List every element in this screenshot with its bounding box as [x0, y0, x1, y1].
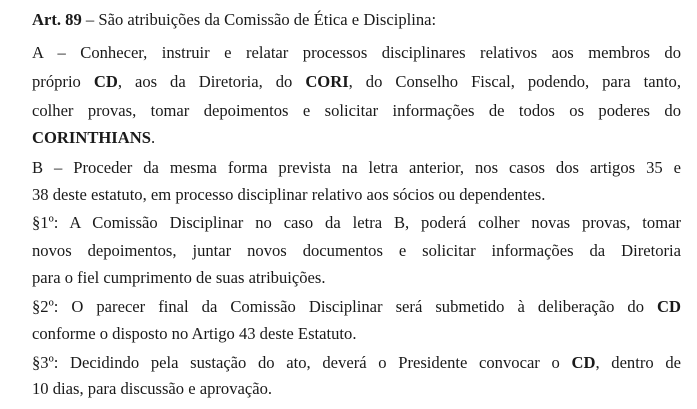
bold-cd: CD: [571, 353, 596, 372]
item-a-line-2: [32, 72, 681, 92]
text-span: §2º: O parecer final da Comissão Disciplinar será submetido à deliberação do: [32, 297, 658, 316]
item-a-line-1: A – Conhecer, instruir e relatar processos disciplinares relativos aos membros do: [32, 43, 681, 62]
item-b-line-1: B – Proceder da mesma forma prevista na letra anterior, nos casos dos artigos 35 e: [32, 158, 681, 177]
text-span: , do Conselho Fiscal, podendo, para tanto,: [348, 72, 681, 91]
paragraph-2-line-1: [32, 297, 681, 317]
item-a-line-3: colher provas, tomar depoimentos e solicitar informações de todos os poderes do: [32, 101, 681, 120]
text-span: , aos da Diretoria, do: [117, 72, 306, 91]
paragraph-1-line-2: novos depoimentos, juntar novos documentos e solicitar informações da Diretoria: [32, 241, 681, 260]
text-span: , dentro de: [595, 353, 681, 372]
paragraph-1-line-3: para o fiel cumprimento de suas atribuições.: [32, 268, 326, 287]
bold-cd: CD: [657, 297, 681, 316]
item-a-line-4: [32, 128, 681, 148]
text-span: próprio: [32, 72, 94, 91]
article-heading: [32, 10, 681, 30]
paragraph-1-line-1: §1º: A Comissão Disciplinar no caso da letra B, poderá colher novas provas, tomar: [32, 213, 681, 232]
bold-cori: CORI: [305, 72, 349, 91]
text-span: .: [150, 128, 156, 147]
article-number: Art. 89: [32, 10, 82, 29]
paragraph-3-line-1: [32, 353, 681, 373]
item-b-line-2: 38 deste estatuto, em processo disciplinar relativo aos sócios ou dependentes.: [32, 185, 546, 204]
bold-cd: CD: [93, 72, 118, 91]
bold-corinthians: CORINTHIANS: [32, 128, 151, 147]
paragraph-2-line-2: conforme o disposto no Artigo 43 deste Estatuto.: [32, 324, 357, 343]
article-title: – São atribuições da Comissão de Ética e Disciplina:: [81, 10, 437, 29]
text-span: §3º: Decidindo pela sustação do ato, deverá o Presidente convocar o: [32, 353, 572, 372]
paragraph-3-line-2: 10 dias, para discussão e aprovação.: [32, 379, 273, 398]
